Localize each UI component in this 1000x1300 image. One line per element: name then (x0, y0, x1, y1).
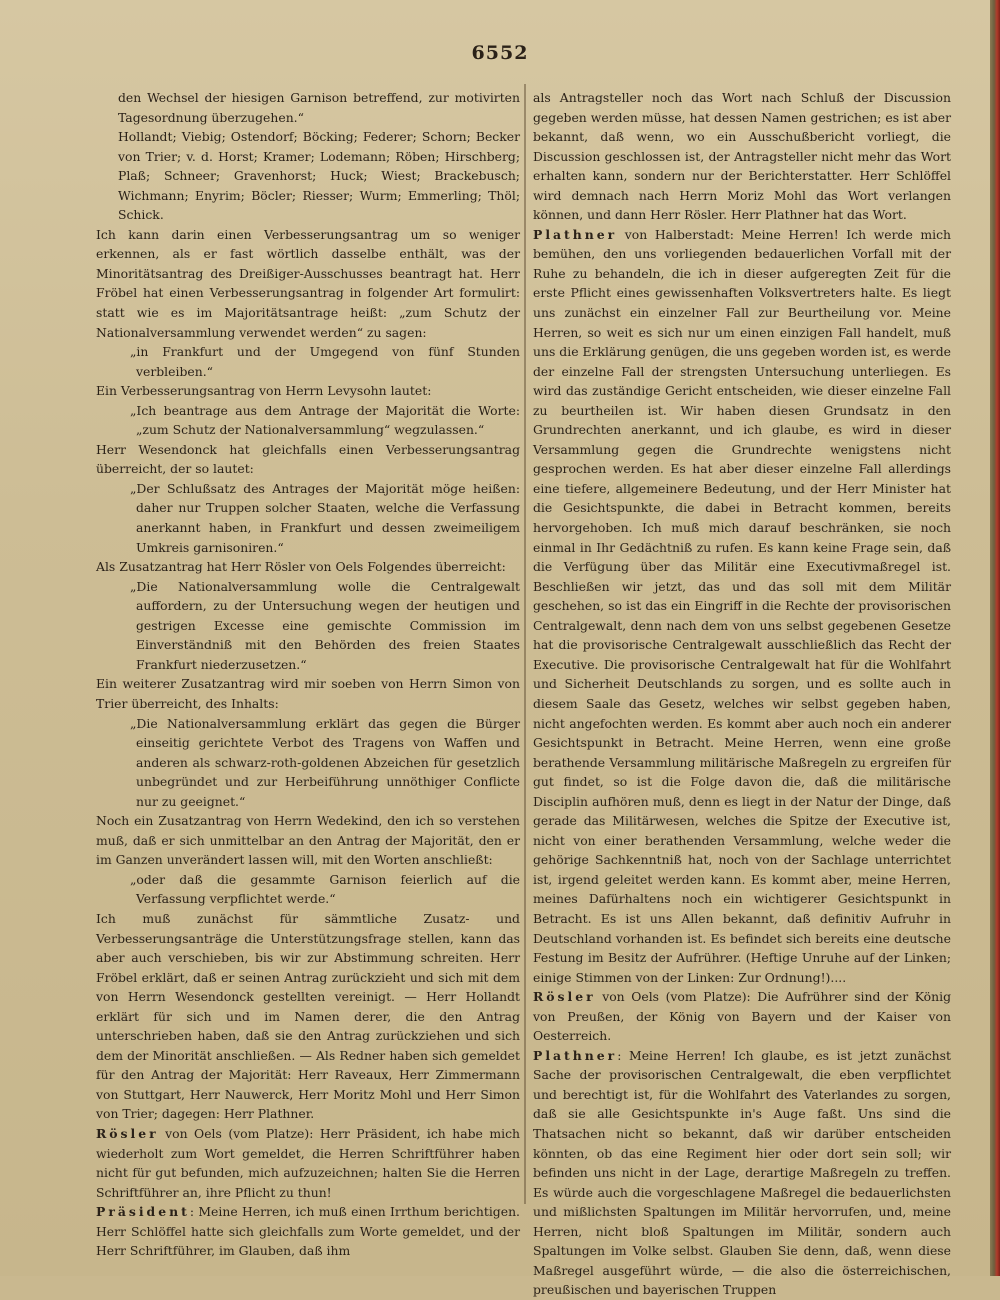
paragraph-text: Ich kann darin einen Verbesserungsantrag um so weniger erkennen, als er fast wörtlich dasselbe enthält, was der Minoritätsantrag des Dreißiger-Ausschusses beantragt hat. Herr Fröbel hat einen Verbesserungsantrag in folgender Art formulirt: statt wie es im Majoritätsantrage heißt: „zum Schutz der Nationalversammlung verwendet werden“ zu sagen: (96, 226, 520, 340)
left-column-paragraph (96, 811, 520, 870)
paragraph-text: Ein Verbesserungsantrag von Herrn Levysohn lautet: (96, 383, 432, 399)
left-column-paragraph (96, 381, 520, 401)
book-edge (990, 0, 1000, 1276)
right-column-paragraph (533, 987, 951, 1046)
paragraph-text: „Der Schlußsatz des Antrages der Majorität möge heißen: daher nur Truppen solcher Staaten, welche die Verfassung anerkannt haben, in Frankfurt und dessen zweimeiligem Umkreis garnisoniren.“ (130, 480, 520, 555)
left-column-paragraph (96, 479, 520, 557)
left-column-paragraph (96, 557, 520, 577)
paragraph-text: „oder daß die gesammte Garnison feierlich auf die Verfassung verpflichtet werde.“ (130, 871, 520, 907)
paragraph-text: : Meine Herren, ich muß einen Irrthum berichtigen. Herr Schlöffel hatte sich gleichfalls zum Worte gemeldet, und der Herr Schriftführer, im Glauben, daß ihm (96, 1204, 520, 1259)
paragraph-text: „in Frankfurt und der Umgegend von fünf Stunden verbleiben.“ (130, 344, 520, 379)
speaker-name: Plathner (533, 226, 618, 242)
left-column-paragraph (96, 577, 520, 675)
left-column-paragraph (96, 674, 520, 713)
paragraph-text: als Antragsteller noch das Wort nach Schluß der Discussion gegeben werden müsse, hat dessen Namen gestrichen; es ist aber bekannt, daß wenn, wo ein Ausschußbericht vorliegt, die Discussion geschlossen ist, der Antragsteller nicht mehr das Wort erhalten kann, sondern nur der Berichterstatter. Herr Schlöffel wird demnach nach Herrn Moriz Mohl das Wort verlangen können, und dann Herr Rösler. Herr Plathner hat das Wort. (533, 90, 951, 223)
paragraph-text: Ich muß zunächst für sämmtliche Zusatz- und Verbesserungsanträge die Unterstützungsfrage stellen, kann das aber auch verschieben, bis wir zur Abstimmung schreiten. Herr Fröbel erklärt, daß er seinen Antrag zurückzieht und sich mit dem von Herrn Wesendonck gestellten vereinigt. — Herr Hollandt erklärt für sich und im Namen derer, die den Antrag unterschrieben haben, daß sie den Antrag zurückziehen und sich dem der Minorität anschließen. — Als Redner haben sich gemeldet für den Antrag der Majorität: Herr Raveaux, Herr Zimmermann von Stuttgart, Herr Nauwerck, Herr Moritz Mohl und Herr Simon von Trier; dagegen: Herr Plathner. (96, 910, 520, 1122)
left-column-paragraph (96, 401, 520, 440)
left-column (96, 88, 520, 1261)
paragraph-text: Als Zusatzantrag hat Herr Rösler von Oels Folgendes überreicht: (96, 559, 506, 575)
paragraph-text: von Oels (vom Platze): Herr Präsident, ich habe mich wiederholt zum Wort gemeldet, die Herren Schriftführer haben nicht für gut befunden, mich aufzuzeichnen; halten Sie die Herren Schriftführer an, ihre Pflicht zu thun! (96, 1125, 520, 1200)
left-column-paragraph (96, 225, 520, 342)
paragraph-text: Hollandt; Viebig; Ostendorf; Böcking; Federer; Schorn; Becker von Trier; v. d. Horst; Kramer; Lodemann; Röben; Hirschberg; Plaß; Schneer; Gravenhorst; Huck; Wiest; Brackebusch; Wichmann; Enyrim; Böcler; Riesser; Wurm; Emmerling; Thöl; Schick. (118, 129, 520, 223)
left-column-paragraph (96, 714, 520, 812)
speaker-name: Rösler (533, 989, 596, 1005)
speaker-name: Plathner (533, 1047, 618, 1063)
column-divider (524, 84, 526, 1204)
left-column-paragraph (96, 88, 520, 127)
left-column-paragraph (96, 440, 520, 479)
left-column-paragraph (96, 909, 520, 1124)
right-column (533, 88, 951, 1300)
paragraph-text: Herr Wesendonck hat gleichfalls einen Verbesserungsantrag überreicht, der so lautet: (96, 441, 520, 477)
left-column-paragraph (96, 1202, 520, 1261)
paragraph-text: „Ich beantrage aus dem Antrage der Majorität die Worte: „zum Schutz der Nationalversammlung“ wegzulassen.“ (130, 402, 520, 438)
paragraph-text: „Die Nationalversammlung wolle die Centralgewalt auffordern, zu der Untersuchung wegen der heutigen und gestrigen Excesse eine gemischte Commission im Einverständniß mit den Behörden des freien Staates Frankfurt niederzusetzen.“ (130, 578, 520, 672)
left-column-paragraph (96, 127, 520, 225)
right-column-paragraph (533, 1046, 951, 1300)
paragraph-text: den Wechsel der hiesigen Garnison betreffend, zur motivirten Tagesordnung überzugehen.“ (118, 90, 520, 125)
left-column-paragraph (96, 1124, 520, 1202)
paragraph-text: Ein weiterer Zusatzantrag wird mir soeben von Herrn Simon von Trier überreicht, des Inhalts: (96, 676, 520, 711)
speaker-name: Rösler (96, 1125, 159, 1141)
paragraph-text: von Halberstadt: Meine Herren! Ich werde mich bemühen, den uns vorliegenden bedauerlichen Vorfall mit der Ruhe zu behandeln, die ich in dieser aufgeregten Zeit für die erste Pflicht eines gewissenhaften Volksvertreters halte. Es liegt uns zunächst ein einzelner Fall zur Beurtheilung vor. Meine Herren, so weit es sich nur um einen einzigen Fall handelt, muß uns die Erklärung genügen, die uns gegeben worden ist, es werde der einzelne Fall der strengsten Untersuchung unterliegen. Es wird das zuständige Gericht entscheiden, wie dieser einzelne Fall zu beurtheilen ist. Wir haben diesen Grundsatz in den Grundrechten anerkannt, und ich glaube, es wird in dieser Versammlung gegen die Grundrechte wenigstens nicht gesprochen werden. Es hat aber dieser einzelne Fall allerdings eine tiefere, allgemeinere Bedeutung, und der Herr Minister hat die Gesichtspunkte, die dabei in Betracht kommen, bereits hervorgehoben. Ich muß mich darauf beschränken, sie noch einmal in Ihr Gedächtniß zu rufen. Es kann keine Frage sein, daß die Verfügung über das Militär eine Executivmaßregel ist. Beschließen wir jetzt, das und das soll mit dem Militär geschehen, so ist das ein Eingriff in die Rechte der provisorischen Centralgewalt, denn nach dem von uns selbst gegebenen Gesetze hat die provisorische Centralgewalt ausschließlich das Recht der Executive. Die provisorische Centralgewalt hat für die Wohlfahrt und Sicherheit Deutschlands zu sorgen, und es sollte auch in diesem Saale das Gesetz, welches wir selbst gegeben haben, nicht angefochten werden. Es kommt aber auch noch ein anderer Gesichtspunkt in Betracht. Meine Herren, wenn eine große berathende Versammlung militärische Maßregeln zu ergreifen für gut findet, so ist die Folge davon die, daß die militärische Disciplin aufhören muß, denn es liegt in der Natur der Dinge, daß gerade das Militärwesen, welches die Spitze der Executive ist, nicht von einer berathenden Versammlung, welche weder die gehörige Sachkenntniß hat, noch von der Sachlage unterrichtet ist, irgend geleitet werden kann. Es kommt aber, meine Herren, meines Dafürhaltens noch ein wichtigerer Gesichtspunkt in Betracht. Es ist uns Allen bekannt, daß definitiv Aufruhr in Deutschland vorhanden ist. Es befindet sich bereits eine deutsche Festung im Besitz der Aufrührer. (Heftige Unruhe auf der Linken; einige Stimmen von der Linken: Zur Ordnung!).... (533, 226, 951, 985)
right-column-paragraph (533, 225, 951, 987)
paragraph-text: Noch ein Zusatzantrag von Herrn Wedekind, den ich so verstehen muß, daß er sich unmittelbar an den Antrag der Majorität, den er im Ganzen unverändert lassen will, mit den Worten anschließt: (96, 813, 520, 868)
right-column-paragraph (533, 88, 951, 225)
left-column-paragraph (96, 870, 520, 909)
paragraph-text: von Oels (vom Platze): Die Aufrührer sind der König von Preußen, der König von Bayern und der Kaiser von Oesterreich. (533, 989, 951, 1044)
paragraph-text: „Die Nationalversammlung erklärt das gegen die Bürger einseitig gerichtete Verbot des Tragens von Waffen und anderen als schwarz-roth-goldenen Abzeichen für gesetzlich unbegründet und zur Herbeiführung unnöthiger Conflicte nur zu geeignet.“ (130, 715, 520, 809)
page-number: 6552 (471, 42, 529, 64)
speaker-name: Präsident (96, 1204, 190, 1220)
left-column-paragraph (96, 342, 520, 381)
paragraph-text: : Meine Herren! Ich glaube, es ist jetzt zunächst Sache der provisorischen Centralgewalt, die eben verpflichtet und berechtigt ist, für die Wohlfahrt des Vaterlandes zu sorgen, daß sie alle Gesichtspunkte in's Auge faßt. Uns sind die Thatsachen nicht so bekannt, daß wir darüber entscheiden könnten, ob das eine Regiment hier oder dort sein soll; wir befinden uns nicht in der Lage, derartige Maßregeln zu treffen. Es würde auch die vorgeschlagene Maßregel die bedauerlichsten und mißlichsten Spaltungen im Militär hervorrufen, und, meine Herren, nicht bloß Spaltungen im Militär, sondern auch Spaltungen im Volke selbst. Glauben Sie denn, daß, wenn diese Maßregel ausgeführt würde, — die also die österreichischen, preußischen und bayerischen Truppen (533, 1047, 951, 1298)
